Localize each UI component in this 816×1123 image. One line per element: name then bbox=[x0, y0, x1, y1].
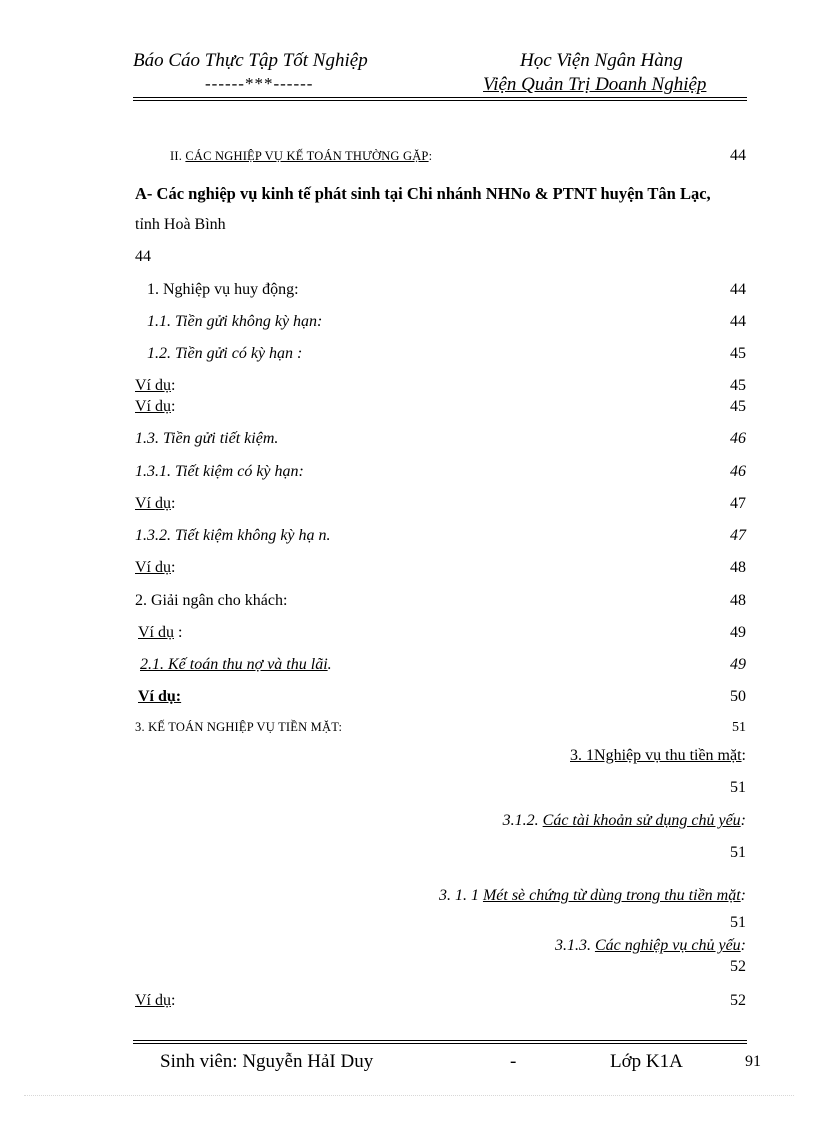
toc-page: 46 bbox=[730, 430, 746, 447]
toc-entry: Mét sè chứng từ dùng trong thu tiền mặt bbox=[482, 887, 741, 904]
toc-section-title: CÁC NGHIỆP VỤ KẾ TOÁN THƯỜNG GẶP bbox=[185, 149, 429, 163]
toc-page: 44 bbox=[730, 313, 746, 330]
toc-row bbox=[135, 992, 746, 1010]
toc-suffix: : bbox=[740, 937, 746, 954]
toc-entry: 2.1. Kế toán thu nợ và thu lãi bbox=[140, 656, 328, 673]
toc-entry: 1.1. Tiền gửi không kỳ hạn: bbox=[147, 313, 323, 330]
toc-entry: 3. 1Nghiệp vụ thu tiền mặt bbox=[570, 747, 742, 764]
header-left-subtitle: ------***------ bbox=[205, 74, 314, 93]
header-rule-bottom bbox=[133, 100, 747, 101]
toc-page: 44 bbox=[730, 281, 746, 298]
footer-class: Lớp K1A bbox=[610, 1051, 683, 1072]
toc-page: 46 bbox=[730, 463, 746, 480]
toc-row-right bbox=[135, 812, 746, 830]
toc-entry: 1. Nghiệp vụ huy động: bbox=[147, 281, 299, 298]
toc-row-right bbox=[135, 958, 746, 976]
toc-prefix: 3. 1. 1 bbox=[438, 887, 483, 904]
toc-suffix: : bbox=[171, 495, 176, 512]
toc-row bbox=[135, 592, 746, 610]
toc-row bbox=[147, 281, 746, 299]
toc-entry-example: Ví dụ bbox=[135, 559, 171, 576]
toc-suffix: . bbox=[327, 656, 332, 673]
toc-entry: Các tài khoản sử dụng chủ yếu bbox=[542, 812, 741, 829]
toc-page: 51 bbox=[730, 914, 746, 931]
toc-row bbox=[138, 624, 746, 642]
toc-row-right bbox=[135, 914, 746, 932]
toc-entry: 1.2. Tiền gửi có kỳ hạn : bbox=[147, 345, 303, 362]
header-rule-top bbox=[133, 97, 747, 98]
toc-suffix: : bbox=[740, 887, 746, 904]
toc-row-right bbox=[135, 937, 746, 955]
toc-page: 51 bbox=[732, 720, 746, 735]
toc-entry-example: Ví dụ bbox=[135, 495, 171, 512]
toc-entry-example: Ví dụ bbox=[138, 624, 174, 641]
toc-row-right bbox=[135, 887, 746, 905]
toc-row-right bbox=[135, 779, 746, 797]
toc-entry: 1.3.2. Tiết kiệm không kỳ hạ n. bbox=[135, 527, 331, 544]
toc-entry: 2. Giải ngân cho khách: bbox=[135, 592, 288, 609]
toc-entry: 3. KẾ TOÁN NGHIỆP VỤ TIỀN MẶT: bbox=[135, 720, 343, 734]
toc-row bbox=[135, 495, 746, 513]
toc-heading-a: A- Các nghiệp vụ kinh tế phát sinh tại Chi nhánh NHNo & PTNT huyện Tân Lạc, bbox=[135, 184, 711, 203]
toc-row-section-ii bbox=[170, 147, 746, 165]
toc-row-a-line1 bbox=[135, 184, 746, 204]
toc-entry: 1.3. Tiền gửi tiết kiệm. bbox=[135, 430, 279, 447]
toc-row bbox=[138, 688, 746, 706]
toc-suffix: : bbox=[171, 377, 176, 394]
footer-dash: - bbox=[510, 1051, 517, 1072]
toc-page: 45 bbox=[730, 345, 746, 362]
toc-entry: 1.3.1. Tiết kiệm có kỳ hạn: bbox=[135, 463, 304, 480]
toc-row-right bbox=[135, 747, 746, 765]
page-number: 91 bbox=[745, 1053, 761, 1070]
toc-row-a-line2 bbox=[135, 216, 746, 234]
toc-page: 45 bbox=[730, 398, 746, 415]
header-left-title: Báo Cáo Thực Tập Tốt Nghiệp bbox=[133, 50, 368, 71]
header-right-title: Học Viện Ngân Hàng bbox=[520, 50, 683, 71]
toc-row bbox=[135, 527, 746, 545]
toc-suffix: : bbox=[171, 559, 176, 576]
footer-student: Sinh viên: Nguyễn HảI Duy bbox=[160, 1051, 374, 1072]
toc-page: 48 bbox=[730, 559, 746, 576]
toc-suffix: : bbox=[741, 747, 746, 764]
toc-entry-example: Ví dụ bbox=[135, 377, 171, 394]
toc-row-a-page bbox=[135, 248, 746, 266]
toc-row bbox=[135, 377, 746, 395]
toc-section-number: II. bbox=[170, 149, 183, 163]
toc-suffix: : bbox=[171, 992, 176, 1009]
toc-suffix: : bbox=[174, 624, 183, 641]
toc-suffix: : bbox=[428, 149, 433, 163]
toc-page: 49 bbox=[730, 656, 746, 673]
toc-row bbox=[147, 313, 746, 331]
toc-page: 45 bbox=[730, 377, 746, 394]
toc-page: 52 bbox=[730, 958, 746, 975]
toc-row bbox=[135, 720, 746, 736]
toc-page: 44 bbox=[135, 248, 151, 265]
toc-heading-a-cont: tỉnh Hoà Bình bbox=[135, 216, 226, 233]
toc-row-right bbox=[135, 844, 746, 862]
toc-page: 44 bbox=[730, 147, 746, 164]
toc-suffix: : bbox=[740, 812, 746, 829]
toc-row bbox=[140, 656, 746, 674]
toc-entry-example: Ví dụ bbox=[135, 992, 171, 1009]
footer-rule-top bbox=[133, 1040, 747, 1041]
toc-prefix: 3.1.3. bbox=[554, 937, 595, 954]
toc-row bbox=[135, 430, 746, 448]
toc-entry: Các nghiệp vụ chủ yếu bbox=[594, 937, 741, 954]
footer-rule-bottom bbox=[133, 1043, 747, 1044]
toc-page: 52 bbox=[730, 992, 746, 1009]
toc-row bbox=[135, 398, 746, 416]
toc-page: 49 bbox=[730, 624, 746, 641]
header-right-subtitle: Viện Quản Trị Doanh Nghiệp bbox=[483, 74, 707, 95]
page-edge-dotted-line bbox=[24, 1095, 794, 1096]
toc-prefix: 3.1.2. bbox=[502, 812, 543, 829]
toc-page: 48 bbox=[730, 592, 746, 609]
toc-row bbox=[135, 559, 746, 577]
toc-page: 51 bbox=[730, 844, 746, 861]
toc-page: 50 bbox=[730, 688, 746, 705]
toc-suffix: : bbox=[171, 398, 176, 415]
toc-page: 47 bbox=[730, 527, 746, 544]
toc-page: 51 bbox=[730, 779, 746, 796]
toc-page: 47 bbox=[730, 495, 746, 512]
toc-entry-example: Ví dụ bbox=[135, 398, 171, 415]
toc-row bbox=[147, 345, 746, 363]
toc-entry-example: Ví dụ: bbox=[138, 688, 182, 705]
toc-row bbox=[135, 463, 746, 481]
